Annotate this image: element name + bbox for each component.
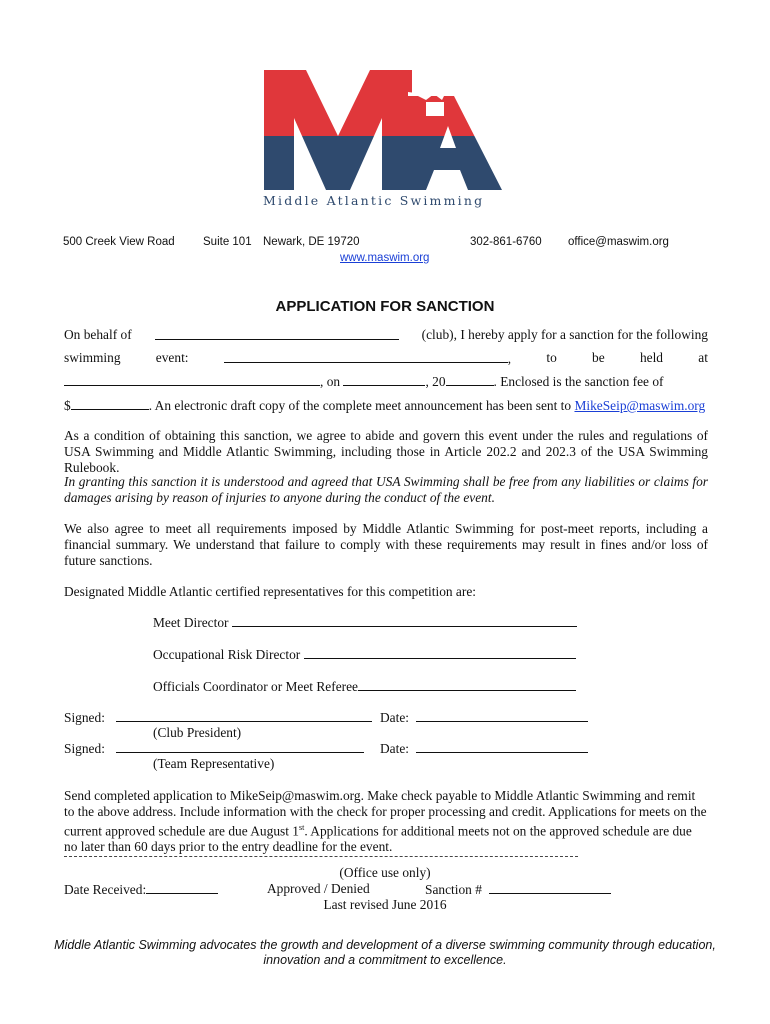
date-field-2[interactable] [416,740,588,753]
address-phone: 302-861-6760 [470,236,542,248]
address-email: office@maswim.org [568,236,669,248]
officials-field[interactable] [358,678,576,691]
sanction-number-row: Sanction # [425,881,611,898]
page-title: APPLICATION FOR SANCTION [275,298,495,315]
date-field-1[interactable] [416,709,588,722]
logo-letter-m [264,70,412,190]
address-city: Newark, DE 19720 [263,236,360,248]
signature-row-1: Signed: [64,709,372,726]
event-year-field[interactable] [446,373,494,386]
date-received-row: Date Received: [64,881,218,898]
office-use-heading: (Office use only) [339,865,431,880]
office-divider [64,856,578,857]
team-rep-label: (Team Representative) [153,756,275,771]
website-link[interactable]: www.maswim.org [340,252,430,264]
send-instructions: Send completed application to MikeSeip@maswim.org. Make check payable to Middle Atlantic Swimming and remit to the above address. Include information with the check for proper processing and credit. Applications for meets on the current approved schedule are due August 1st. Applications for additional meets not on the approved schedule are due no later than 60 days prior to the entry deadline for the event. [64,788,707,855]
footer-motto-line-1: Middle Atlantic Swimming advocates the growth and development of a diverse swimming community through education, [54,938,716,952]
team-rep-signature-field[interactable] [116,740,364,753]
intro-line-4: $ . An electronic draft copy of the complete meet announcement has been sent to MikeSeip@maswim.org [64,398,706,413]
officials-row: Officials Coordinator or Meet Referee [153,678,576,695]
footer-motto-line-2: innovation and a commitment to excellence. [263,953,507,967]
address-street: 500 Creek View Road [63,236,175,248]
sanction-number-field[interactable] [489,881,611,894]
designated-paragraph: Designated Middle Atlantic certified representatives for this competition are: [64,584,476,599]
date-row-2: Date: [380,740,588,757]
meet-director-field[interactable] [232,614,577,627]
risk-director-row: Occupational Risk Director [153,646,576,663]
date-received-field[interactable] [146,881,218,894]
intro-line-3: , on , 20 . Enclosed is the sanction fee of [64,373,708,390]
logo [258,66,513,208]
date-row-1: Date: [380,709,588,726]
condition-paragraph: As a condition of obtaining this sanction, we agree to abide and govern this event under the rules and regulations of USA Swimming and Middle Atlantic Swimming, including those in Article 202.2 and 202.3 of the USA Swimming Rulebook. [64,428,708,475]
logo-letter-a [408,96,502,190]
requirements-paragraph: We also agree to meet all requirements imposed by Middle Atlantic Swimming for post-meet reports, including a financial summary. We understand that failure to comply with these requirements may result in fines and/or loss of future sanctions. [64,521,708,568]
event-name-field[interactable] [224,350,508,363]
meet-director-row: Meet Director [153,614,577,631]
intro-line-2: swimming event: , to be held at [64,350,708,366]
mikeseip-email-link[interactable]: MikeSeip@maswim.org [574,398,706,413]
signature-row-2: Signed: [64,740,364,757]
sanction-fee-field[interactable] [71,397,149,410]
club-president-signature-field[interactable] [116,709,372,722]
ma-logo-graphic [258,66,513,208]
club-name-field[interactable] [155,327,399,340]
intro-line-1: On behalf of (club), I hereby apply for a sanction for the following [64,327,708,342]
risk-director-field[interactable] [304,646,576,659]
approved-denied-label: Approved / Denied [267,881,370,896]
club-president-label: (Club President) [153,725,242,740]
event-date-field[interactable] [343,373,425,386]
logo-org-name: Middle Atlantic Swimming [263,193,485,208]
liability-paragraph: In granting this sanction it is understood and agreed that USA Swimming shall be free from any liabilities or claims for damages arising by reason of injuries to anyone during the conduct of the event. [64,474,708,505]
venue-field[interactable] [64,373,320,386]
last-revised: Last revised June 2016 [323,897,447,912]
address-suite: Suite 101 [203,236,252,248]
